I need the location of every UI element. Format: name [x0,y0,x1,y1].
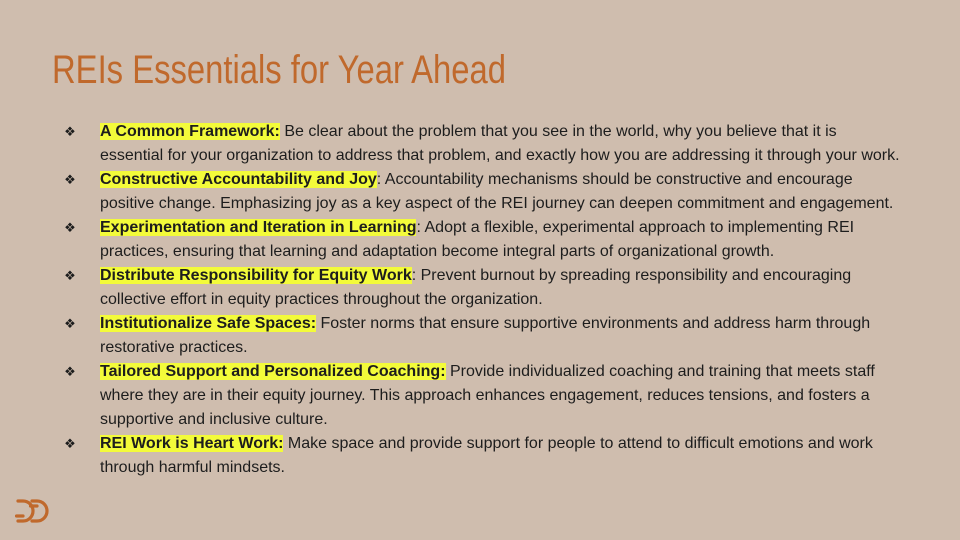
list-item [62,120,902,168]
bullet-heading: REI Work is Heart Work: [100,435,284,452]
bullet-text: : Accountability mechanisms should be constructive and encourage positive change. Emphasizing joy as a key aspect of the REI journey can deepen commitment and engagement. [100,171,894,212]
bullet-text: Make space and provide support for people to attend to difficult emotions and work through harmful mindsets. [100,435,873,476]
four-diamond-bullet-icon: ❖ [64,316,76,331]
bullet-text: Be clear about the problem that you see in the world, why you believe that it is essential for your organization to address that problem, and exactly how you are addressing it through your work. [100,123,900,164]
slide-title: REIs Essentials for Year Ahead [52,48,507,92]
list-item [62,264,902,312]
four-diamond-bullet-icon: ❖ [64,220,76,235]
four-diamond-bullet-icon: ❖ [64,436,76,451]
four-diamond-bullet-icon: ❖ [64,124,76,139]
list-item [62,360,902,432]
list-item [62,168,902,216]
bullet-heading: Tailored Support and Personalized Coaching: [100,363,446,380]
bullet-text: Provide individualized coaching and training that meets staff where they are in their equity journey. This approach enhances engagement, reduces tensions, and fosters a supportive and inclusive culture. [100,363,875,428]
list-item [62,432,902,480]
dd-logo-icon [15,498,49,524]
list-item [62,216,902,264]
four-diamond-bullet-icon: ❖ [64,268,76,283]
bullet-heading: Institutionalize Safe Spaces: [100,315,317,332]
bullet-heading: Experimentation and Iteration in Learning [100,219,417,236]
four-diamond-bullet-icon: ❖ [64,364,76,379]
bullet-heading: A Common Framework: [100,123,280,140]
bullet-heading: Distribute Responsibility for Equity Work [100,267,412,284]
bullet-text: : Prevent burnout by spreading responsibility and encouraging collective effort in equity practices throughout the organization. [100,267,852,308]
bullet-text: : Adopt a flexible, experimental approach to implementing REI practices, ensuring that learning and adaptation become integral parts of organizational growth. [100,219,855,260]
bullet-text: Foster norms that ensure supportive environments and address harm through restorative practices. [100,315,871,356]
list-item [62,312,902,360]
bullet-heading: Constructive Accountability and Joy [100,171,377,188]
four-diamond-bullet-icon: ❖ [64,172,76,187]
bullet-list [62,120,902,480]
